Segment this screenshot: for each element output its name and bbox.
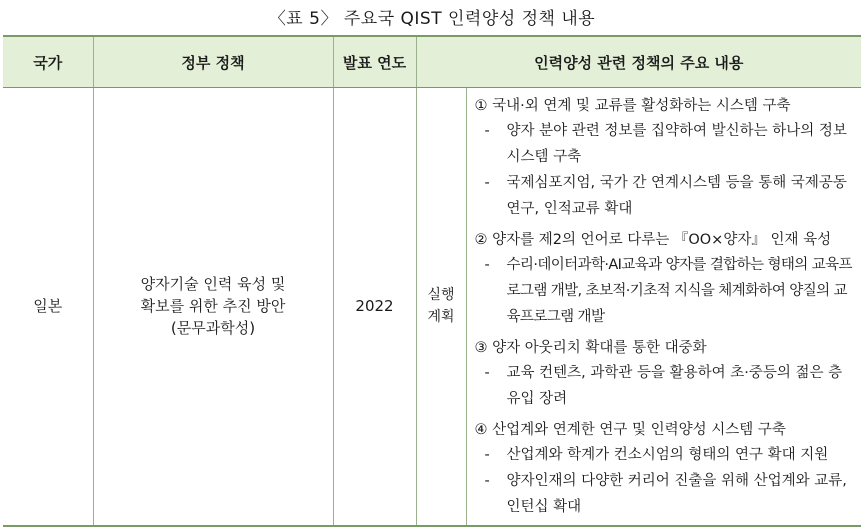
policy-line: 확보를 위한 추진 방안: [140, 297, 286, 316]
status-cell: [416, 88, 466, 526]
dash-icon: -: [484, 175, 490, 191]
item-bullet: [475, 170, 856, 222]
dash-icon: -: [484, 473, 490, 489]
policy-line: 양자기술 인력 육성 및: [140, 275, 286, 294]
content-item: [475, 228, 856, 330]
item-bullet: [475, 252, 856, 330]
country-cell: [3, 88, 93, 526]
item-heading: ② 양자를 제2의 언어로 다루는 『OO×양자』 인재 육성: [474, 232, 832, 248]
status-line: 실행: [427, 287, 455, 304]
content-item: [475, 336, 856, 412]
bullet-text: 산업계와 학계가 컨소시엄의 형태의 연구 확대 지원: [506, 447, 829, 463]
dash-icon: -: [484, 365, 490, 381]
bullet-text: 양자 분야 관련 정보를 집약하여 발신하는 하나의 정보시스템 구축: [506, 123, 847, 165]
header-content: 인력양성 관련 정책의 주요 내용: [416, 36, 861, 88]
dash-icon: -: [484, 123, 490, 139]
item-heading: ④ 산업계와 연계한 연구 및 인력양성 시스템 구축: [474, 422, 786, 438]
policy-cell: [93, 88, 333, 526]
policy-table: [3, 35, 861, 527]
item-heading: ③ 양자 아웃리치 확대를 통한 대중화: [474, 340, 707, 356]
dash-icon: -: [484, 257, 490, 273]
year-text: 2022: [355, 297, 394, 316]
dash-icon: -: [484, 447, 490, 463]
status-line: 계획: [427, 309, 455, 326]
bullet-text: 교육 컨텐츠, 과학관 등을 활용하여 초·중등의 젊은 층 유입 장려: [506, 365, 843, 407]
bullet-text: 국제심포지엄, 국가 간 연계시스템 등을 통해 국제공동연구, 인적교류 확대: [506, 175, 847, 217]
content-item: [475, 418, 856, 520]
bullet-text: 양자인재의 다양한 커리어 진출을 위해 산업계와 교류, 인턴십 확대: [506, 473, 847, 515]
header-policy: 정부 정책: [93, 36, 333, 88]
header-country: 국가: [3, 36, 93, 88]
content-item: [475, 94, 856, 222]
content-cell: [466, 88, 861, 526]
table-row: [3, 88, 861, 526]
policy-ministry: (문무과학성): [170, 319, 256, 338]
item-bullet: [475, 442, 856, 468]
header-year: 발표 연도: [333, 36, 416, 88]
item-bullet: [475, 360, 856, 412]
item-bullet: [475, 118, 856, 170]
table-caption: 〈표 5〉 주요국 QIST 인력양성 정책 내용: [268, 9, 596, 29]
bullet-text: 수리·데이터과학·AI교육과 양자를 결합하는 형태의 교육프로그램 개발, 초보적·기초적 지식을 체계화하여 양질의 교육프로그램 개발: [506, 257, 852, 325]
year-cell: [333, 88, 416, 526]
item-bullet: [475, 468, 856, 520]
country-text: 일본: [33, 297, 63, 316]
item-heading: ① 국내·외 연계 및 교류를 활성화하는 시스템 구축: [474, 98, 791, 114]
header-row: [3, 36, 861, 88]
